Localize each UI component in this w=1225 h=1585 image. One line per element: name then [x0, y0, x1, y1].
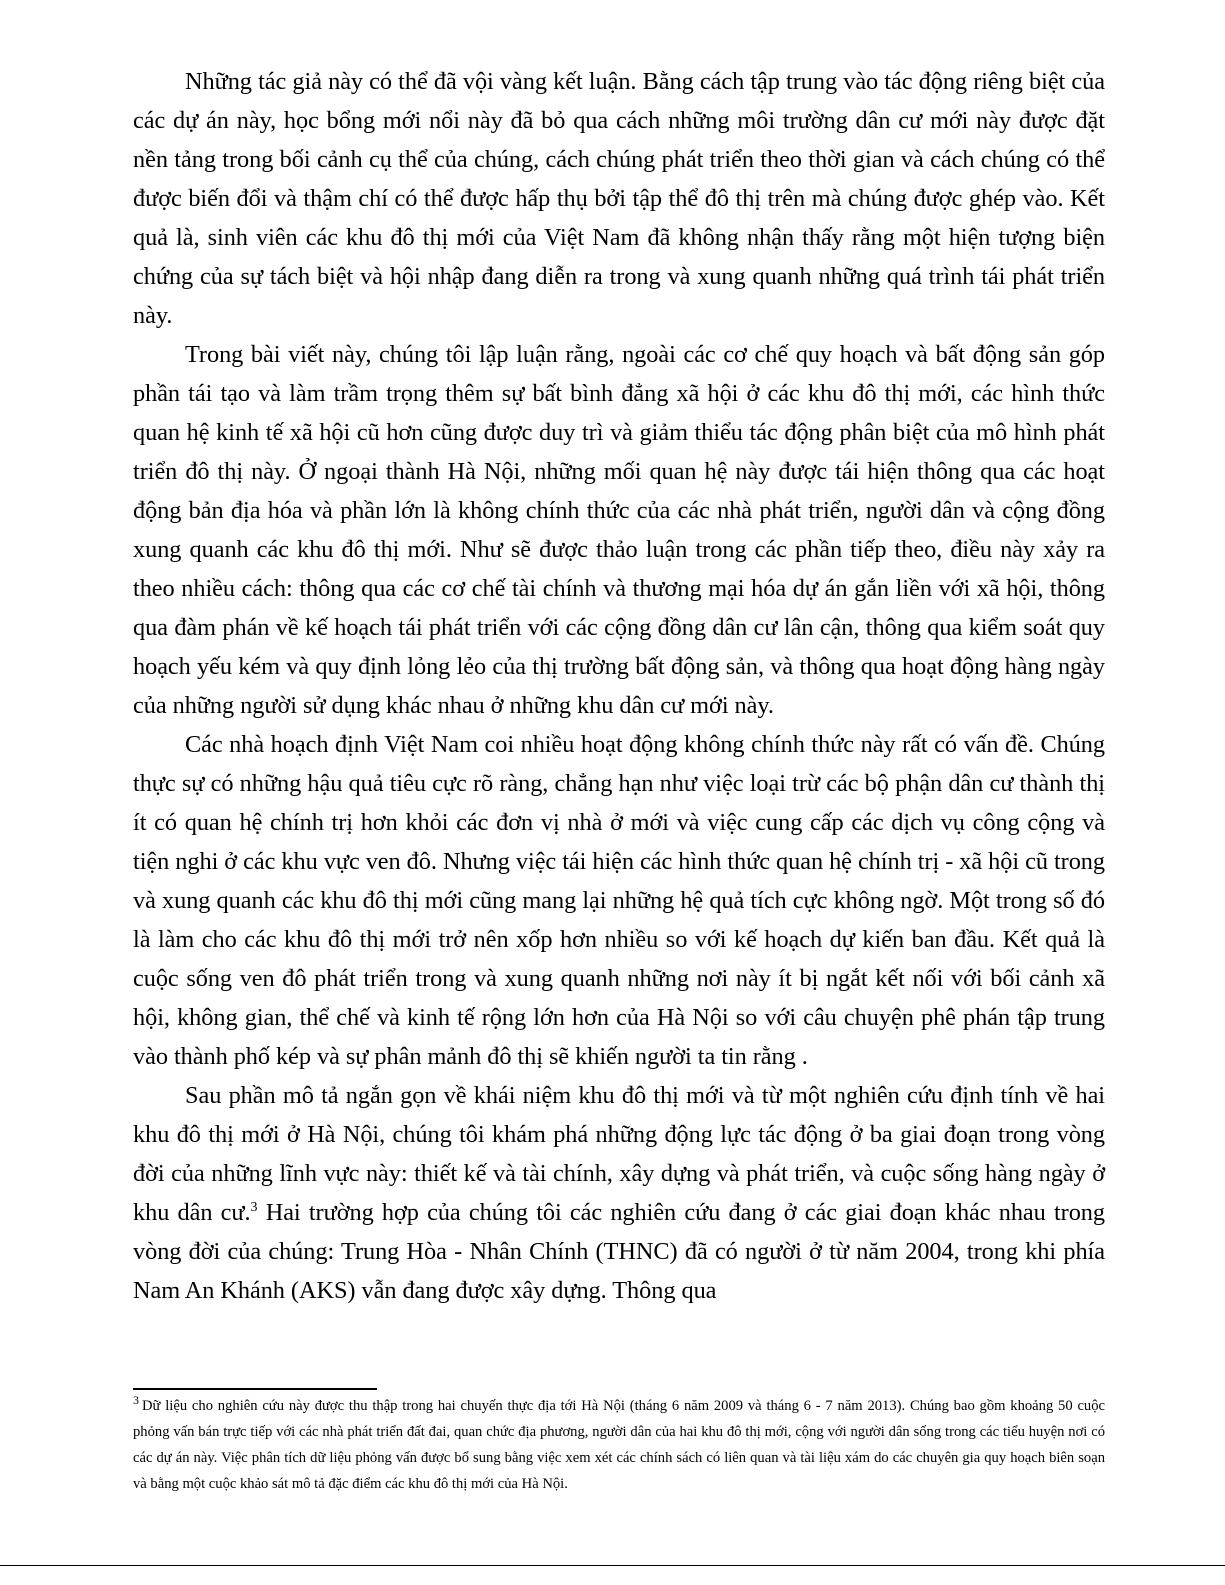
paragraph-4: [133, 1076, 1105, 1310]
paragraph-2: Trong bài viết này, chúng tôi lập luận rằng, ngoài các cơ chế quy hoạch và bất động sản góp phần tái tạo và làm trầm trọng thêm sự bất bình đẳng xã hội ở các khu đô thị mới, các hình thức quan hệ kinh tế xã hội cũ hơn cũng được duy trì và giảm thiểu tác động phân biệt của mô hình phát triển đô thị này. Ở ngoại thành Hà Nội, những mối quan hệ này được tái hiện thông qua các hoạt động bản địa hóa và phần lớn là không chính thức của các nhà phát triển, người dân và cộng đồng xung quanh các khu đô thị mới. Như sẽ được thảo luận trong các phần tiếp theo, điều này xảy ra theo nhiều cách: thông qua các cơ chế tài chính và thương mại hóa dự án gắn liền với xã hội, thông qua đàm phán về kế hoạch tái phát triển với các cộng đồng dân cư lân cận, thông qua kiểm soát quy hoạch yếu kém và quy định lỏng lẻo của thị trường bất động sản, và thông qua hoạt động hàng ngày của những người sử dụng khác nhau ở những khu dân cư mới này.: [133, 341, 1105, 719]
page-bottom-rule: [0, 1565, 1225, 1566]
footnote-number: 3: [133, 1393, 139, 1407]
footnote-text: Dữ liệu cho nghiên cứu này được thu thập trong hai chuyến thực địa tới Hà Nội (tháng 6 năm 2009 và tháng 6 - 7 năm 2013). Chúng bao gồm khoảng 50 cuộc phỏng vấn bán trực tiếp với các nhà phát triển đất đai, quan chức địa phương, người dân của hai khu đô thị mới, cộng với người dân sống trong các tiểu huyện nơi có các dự án này. Việc phân tích dữ liệu phỏng vấn được bổ sung bằng việc xem xét các chính sách có liên quan và tài liệu xám do các chuyên gia quy hoạch biên soạn và bằng một cuộc khảo sát mô tả đặc điểm các khu đô thị mới của Hà Nội.: [133, 1398, 1105, 1492]
paragraph-1: Những tác giả này có thể đã vội vàng kết luận. Bằng cách tập trung vào tác động riêng biệt của các dự án này, học bổng mới nổi này đã bỏ qua cách những môi trường dân cư mới này được đặt nền tảng trong bối cảnh cụ thể của chúng, cách chúng phát triển theo thời gian và cách chúng có thể được biến đổi và thậm chí có thể được hấp thụ bởi tập thể đô thị trên mà chúng được ghép vào. Kết quả là, sinh viên các khu đô thị mới của Việt Nam đã không nhận thấy rằng một hiện tượng biện chứng của sự tách biệt và hội nhập đang diễn ra trong và xung quanh những quá trình tái phát triển này.: [133, 68, 1105, 329]
document-body: [133, 62, 1105, 1310]
footnote-reference: 3: [250, 1200, 258, 1215]
footnote: [133, 1393, 1105, 1497]
paragraph-3: Các nhà hoạch định Việt Nam coi nhiều hoạt động không chính thức này rất có vấn đề. Chúng thực sự có những hậu quả tiêu cực rõ ràng, chẳng hạn như việc loại trừ các bộ phận dân cư thành thị ít có quan hệ chính trị hơn khỏi các đơn vị nhà ở mới và việc cung cấp các dịch vụ công cộng và tiện nghi ở các khu vực ven đô. Nhưng việc tái hiện các hình thức quan hệ chính trị - xã hội cũ trong và xung quanh các khu đô thị mới cũng mang lại những hệ quả tích cực không ngờ. Một trong số đó là làm cho các khu đô thị mới trở nên xốp hơn nhiều so với kế hoạch dự kiến ban đầu. Kết quả là cuộc sống ven đô phát triển trong và xung quanh những nơi này ít bị ngắt kết nối với bối cảnh xã hội, không gian, thể chế và kinh tế rộng lớn hơn của Hà Nội so với câu chuyện phê phán tập trung vào thành phố kép và sự phân mảnh đô thị sẽ khiến người ta tin rằng .: [133, 731, 1105, 1070]
paragraph-4-continuation: Hai trường hợp của chúng tôi các nghiên cứu đang ở các giai đoạn khác nhau trong vòng đời của chúng: Trung Hòa - Nhân Chính (THNC) đã có người ở từ năm 2004, trong khi phía Nam An Khánh (AKS) vẫn đang được xây dựng. Thông qua: [133, 1199, 1105, 1304]
paragraph-4-text: Sau phần mô tả ngắn gọn về khái niệm khu đô thị mới và từ một nghiên cứu định tính về hai khu đô thị mới ở Hà Nội, chúng tôi khám phá những động lực tác động ở ba giai đoạn trong vòng đời của những lĩnh vực này: thiết kế và tài chính, xây dựng và phát triển, và cuộc sống hàng ngày ở khu dân cư.: [133, 1082, 1105, 1226]
footnote-separator: [133, 1388, 377, 1390]
